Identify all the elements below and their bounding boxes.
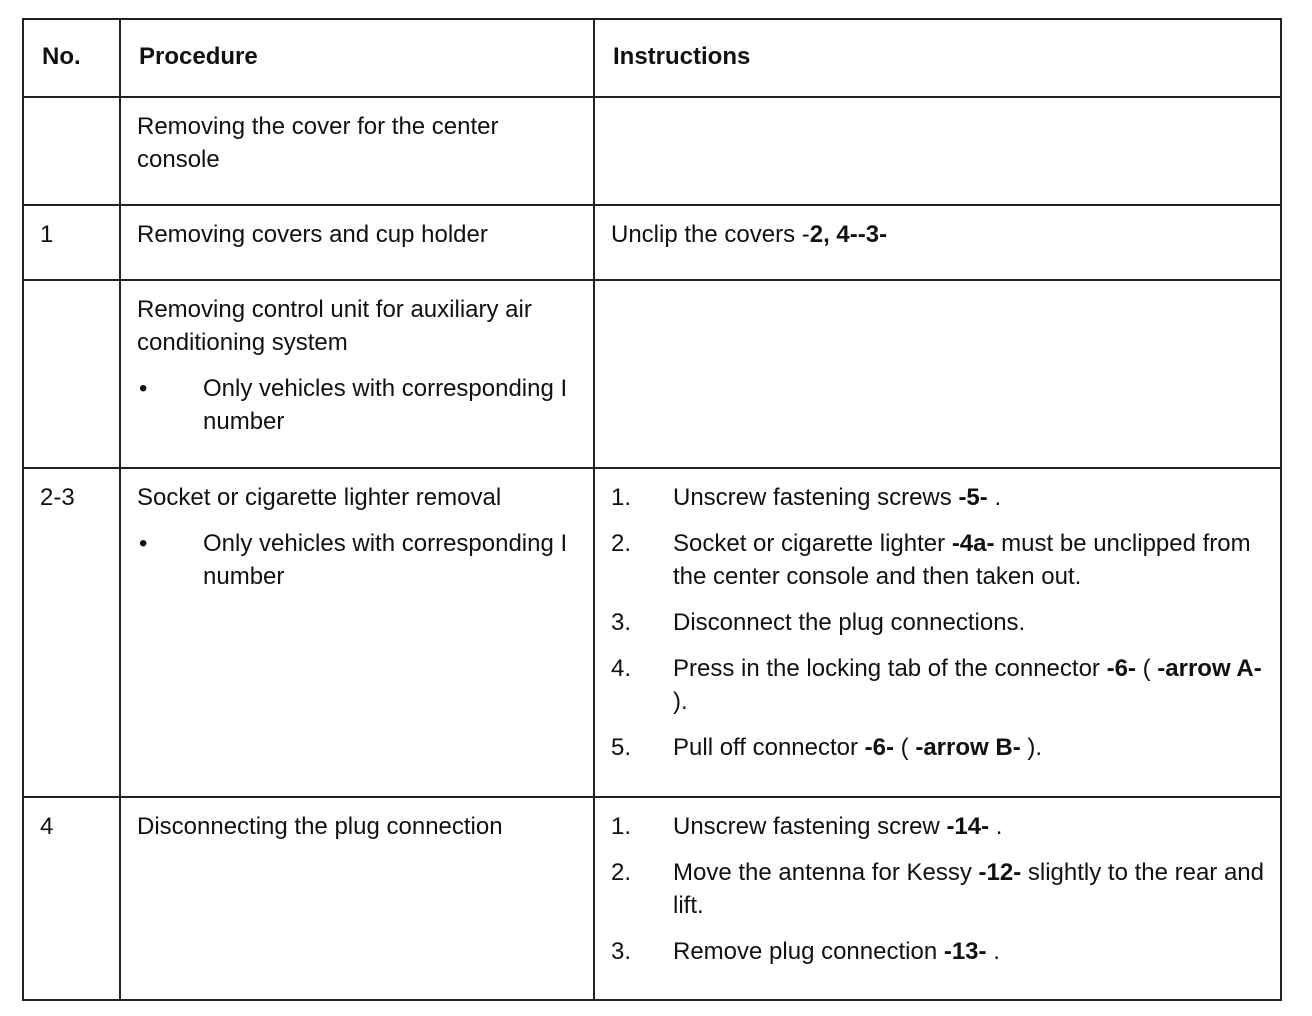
step-text: Disconnect the plug connections.	[673, 609, 1026, 637]
step-text: Unscrew fastening screws	[673, 484, 959, 512]
step-text: (	[894, 734, 916, 762]
step-number: 2.	[611, 530, 632, 558]
procedure-text: Disconnecting the plug connection	[137, 812, 503, 840]
procedure-cell	[120, 205, 594, 280]
instruction-step	[611, 481, 1266, 514]
procedure-text: Removing covers and cup holder	[137, 221, 488, 249]
step-text: .	[989, 812, 1003, 840]
part-reference: -12-	[978, 858, 1022, 886]
procedure-cell	[120, 97, 594, 205]
procedure-bullet	[137, 372, 579, 438]
step-text: .	[986, 937, 1000, 965]
arrow-reference: -arrow A-	[1157, 655, 1262, 683]
instruction-text: Unclip the covers -	[611, 221, 810, 249]
step-number: 5.	[611, 734, 632, 762]
step-text: Pull off connector	[673, 734, 865, 762]
instruction-list	[611, 481, 1266, 764]
step-number: 3.	[611, 609, 632, 637]
instruction-step	[611, 606, 1266, 639]
bullet-text: Only vehicles with corresponding I number	[203, 375, 568, 436]
row-number: 2-3	[23, 468, 120, 796]
step-text: .	[987, 484, 1002, 512]
step-text: ).	[1020, 734, 1043, 762]
step-text: (	[1135, 655, 1158, 683]
instructions-cell	[594, 205, 1281, 280]
part-reference: 2, 4--3-	[809, 221, 888, 249]
procedure-cell	[120, 468, 594, 796]
step-text: must be unclipped from the center console and then taken out.	[673, 530, 1251, 591]
row-number	[23, 97, 120, 205]
part-reference: -5-	[958, 484, 988, 512]
instruction-step	[611, 810, 1266, 843]
column-header-instructions: Instructions	[594, 19, 1281, 97]
step-number: 1.	[611, 812, 632, 840]
column-header-procedure: Procedure	[120, 19, 594, 97]
table-row	[23, 97, 1281, 205]
procedure-text: Socket or cigarette lighter removal	[137, 484, 502, 512]
step-number: 2.	[611, 858, 632, 886]
bullet-glyph: •	[139, 530, 148, 558]
step-text: ).	[673, 688, 688, 716]
column-header-no: No.	[23, 19, 120, 97]
part-reference: -6-	[864, 734, 895, 762]
procedure-cell	[120, 280, 594, 468]
instructions-cell	[594, 468, 1281, 796]
instruction-step	[611, 652, 1266, 718]
instructions-cell	[594, 97, 1281, 205]
table-row	[23, 205, 1281, 280]
instruction-step	[611, 935, 1266, 968]
bullet-glyph: •	[139, 375, 148, 403]
part-reference: -13-	[943, 937, 987, 965]
step-text: slightly to the rear and lift.	[673, 858, 1265, 919]
instructions-cell	[594, 280, 1281, 468]
step-number: 1.	[611, 484, 632, 512]
part-reference: -14-	[946, 812, 990, 840]
row-number: 4	[23, 797, 120, 1000]
instructions-cell	[594, 797, 1281, 1000]
table-row	[23, 468, 1281, 796]
procedure-table	[22, 18, 1282, 1001]
step-text: Move the antenna for Kessy	[673, 858, 979, 886]
row-number: 1	[23, 205, 120, 280]
part-reference: -6-	[1106, 655, 1136, 683]
step-number: 3.	[611, 937, 632, 965]
instruction-list	[611, 810, 1266, 968]
instruction-step	[611, 856, 1266, 922]
table-row	[23, 797, 1281, 1000]
procedure-bullet	[137, 527, 579, 593]
part-reference: -4a-	[951, 530, 995, 558]
table-row	[23, 280, 1281, 468]
instruction-step	[611, 731, 1266, 764]
bullet-text: Only vehicles with corresponding I number	[203, 530, 568, 591]
step-text: Socket or cigarette lighter	[673, 530, 952, 558]
procedure-text: Removing the cover for the center console	[137, 113, 499, 174]
procedure-text: Removing control unit for auxiliary air conditioning system	[137, 296, 532, 357]
step-text: Press in the locking tab of the connector	[673, 655, 1107, 683]
row-number	[23, 280, 120, 468]
table-header-row	[23, 19, 1281, 97]
instruction-step	[611, 527, 1266, 593]
step-number: 4.	[611, 655, 632, 683]
step-text: Unscrew fastening screw	[673, 812, 947, 840]
step-text: Remove plug connection	[673, 937, 944, 965]
procedure-cell	[120, 797, 594, 1000]
arrow-reference: -arrow B-	[915, 734, 1021, 762]
